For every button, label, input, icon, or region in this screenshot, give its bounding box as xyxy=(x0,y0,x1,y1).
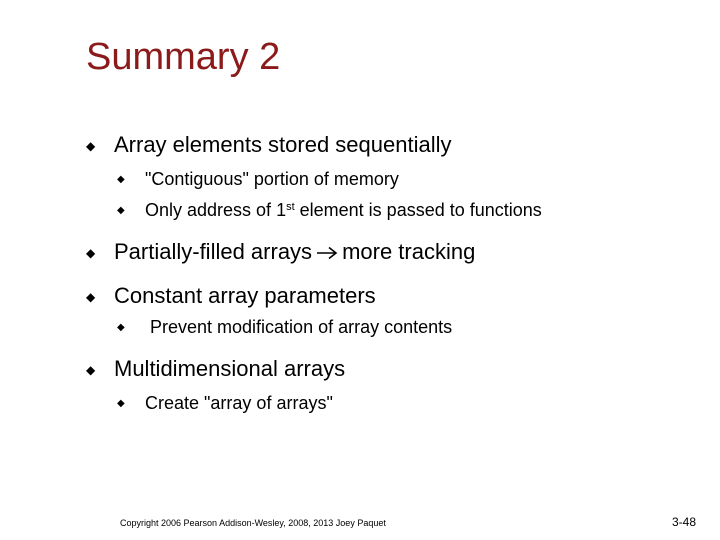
sub-bullet-item xyxy=(117,393,333,414)
diamond-bullet-icon: ◆ xyxy=(117,322,125,333)
sub-bullet-item xyxy=(117,317,452,338)
diamond-bullet-icon: ◆ xyxy=(86,139,96,153)
diamond-bullet-icon: ◆ xyxy=(86,290,96,304)
slide-title: Summary 2 xyxy=(86,36,281,78)
diamond-bullet-icon: ◆ xyxy=(117,205,125,216)
ordinal-superscript: st xyxy=(286,201,295,213)
sub-bullet-item xyxy=(117,200,542,221)
sub-bullet-text: Create "array of arrays" xyxy=(145,393,333,413)
diamond-bullet-icon: ◆ xyxy=(117,174,125,185)
diamond-bullet-icon: ◆ xyxy=(117,398,125,409)
sub-bullet-text xyxy=(145,200,542,220)
copyright-footer: Copyright 2006 Pearson Addison-Wesley, 2008, 2013 Joey Paquet xyxy=(120,518,386,528)
diamond-bullet-icon: ◆ xyxy=(86,363,96,377)
bullet-text: Multidimensional arrays xyxy=(114,356,346,381)
sub-bullet-text-part: element is passed to functions xyxy=(294,200,542,220)
sub-bullet-text: Prevent modification of array contents xyxy=(150,317,453,337)
bullet-item xyxy=(86,356,345,382)
bullet-text-part: Partially-filled arrays xyxy=(114,239,313,264)
bullet-text: Array elements stored sequentially xyxy=(114,132,452,157)
sub-bullet-item xyxy=(117,169,399,190)
bullet-item xyxy=(86,132,452,158)
bullet-text-part: more tracking xyxy=(342,239,476,264)
diamond-bullet-icon: ◆ xyxy=(86,246,96,260)
bullet-item xyxy=(86,239,475,266)
bullet-text xyxy=(114,239,475,264)
page-number: 3-48 xyxy=(672,515,697,529)
sub-bullet-text-part: Only address of 1 xyxy=(145,200,287,220)
bullet-item xyxy=(86,283,376,309)
sub-bullet-text: "Contiguous" portion of memory xyxy=(145,169,399,189)
bullet-text: Constant array parameters xyxy=(114,283,376,308)
right-arrow-icon xyxy=(316,240,338,266)
